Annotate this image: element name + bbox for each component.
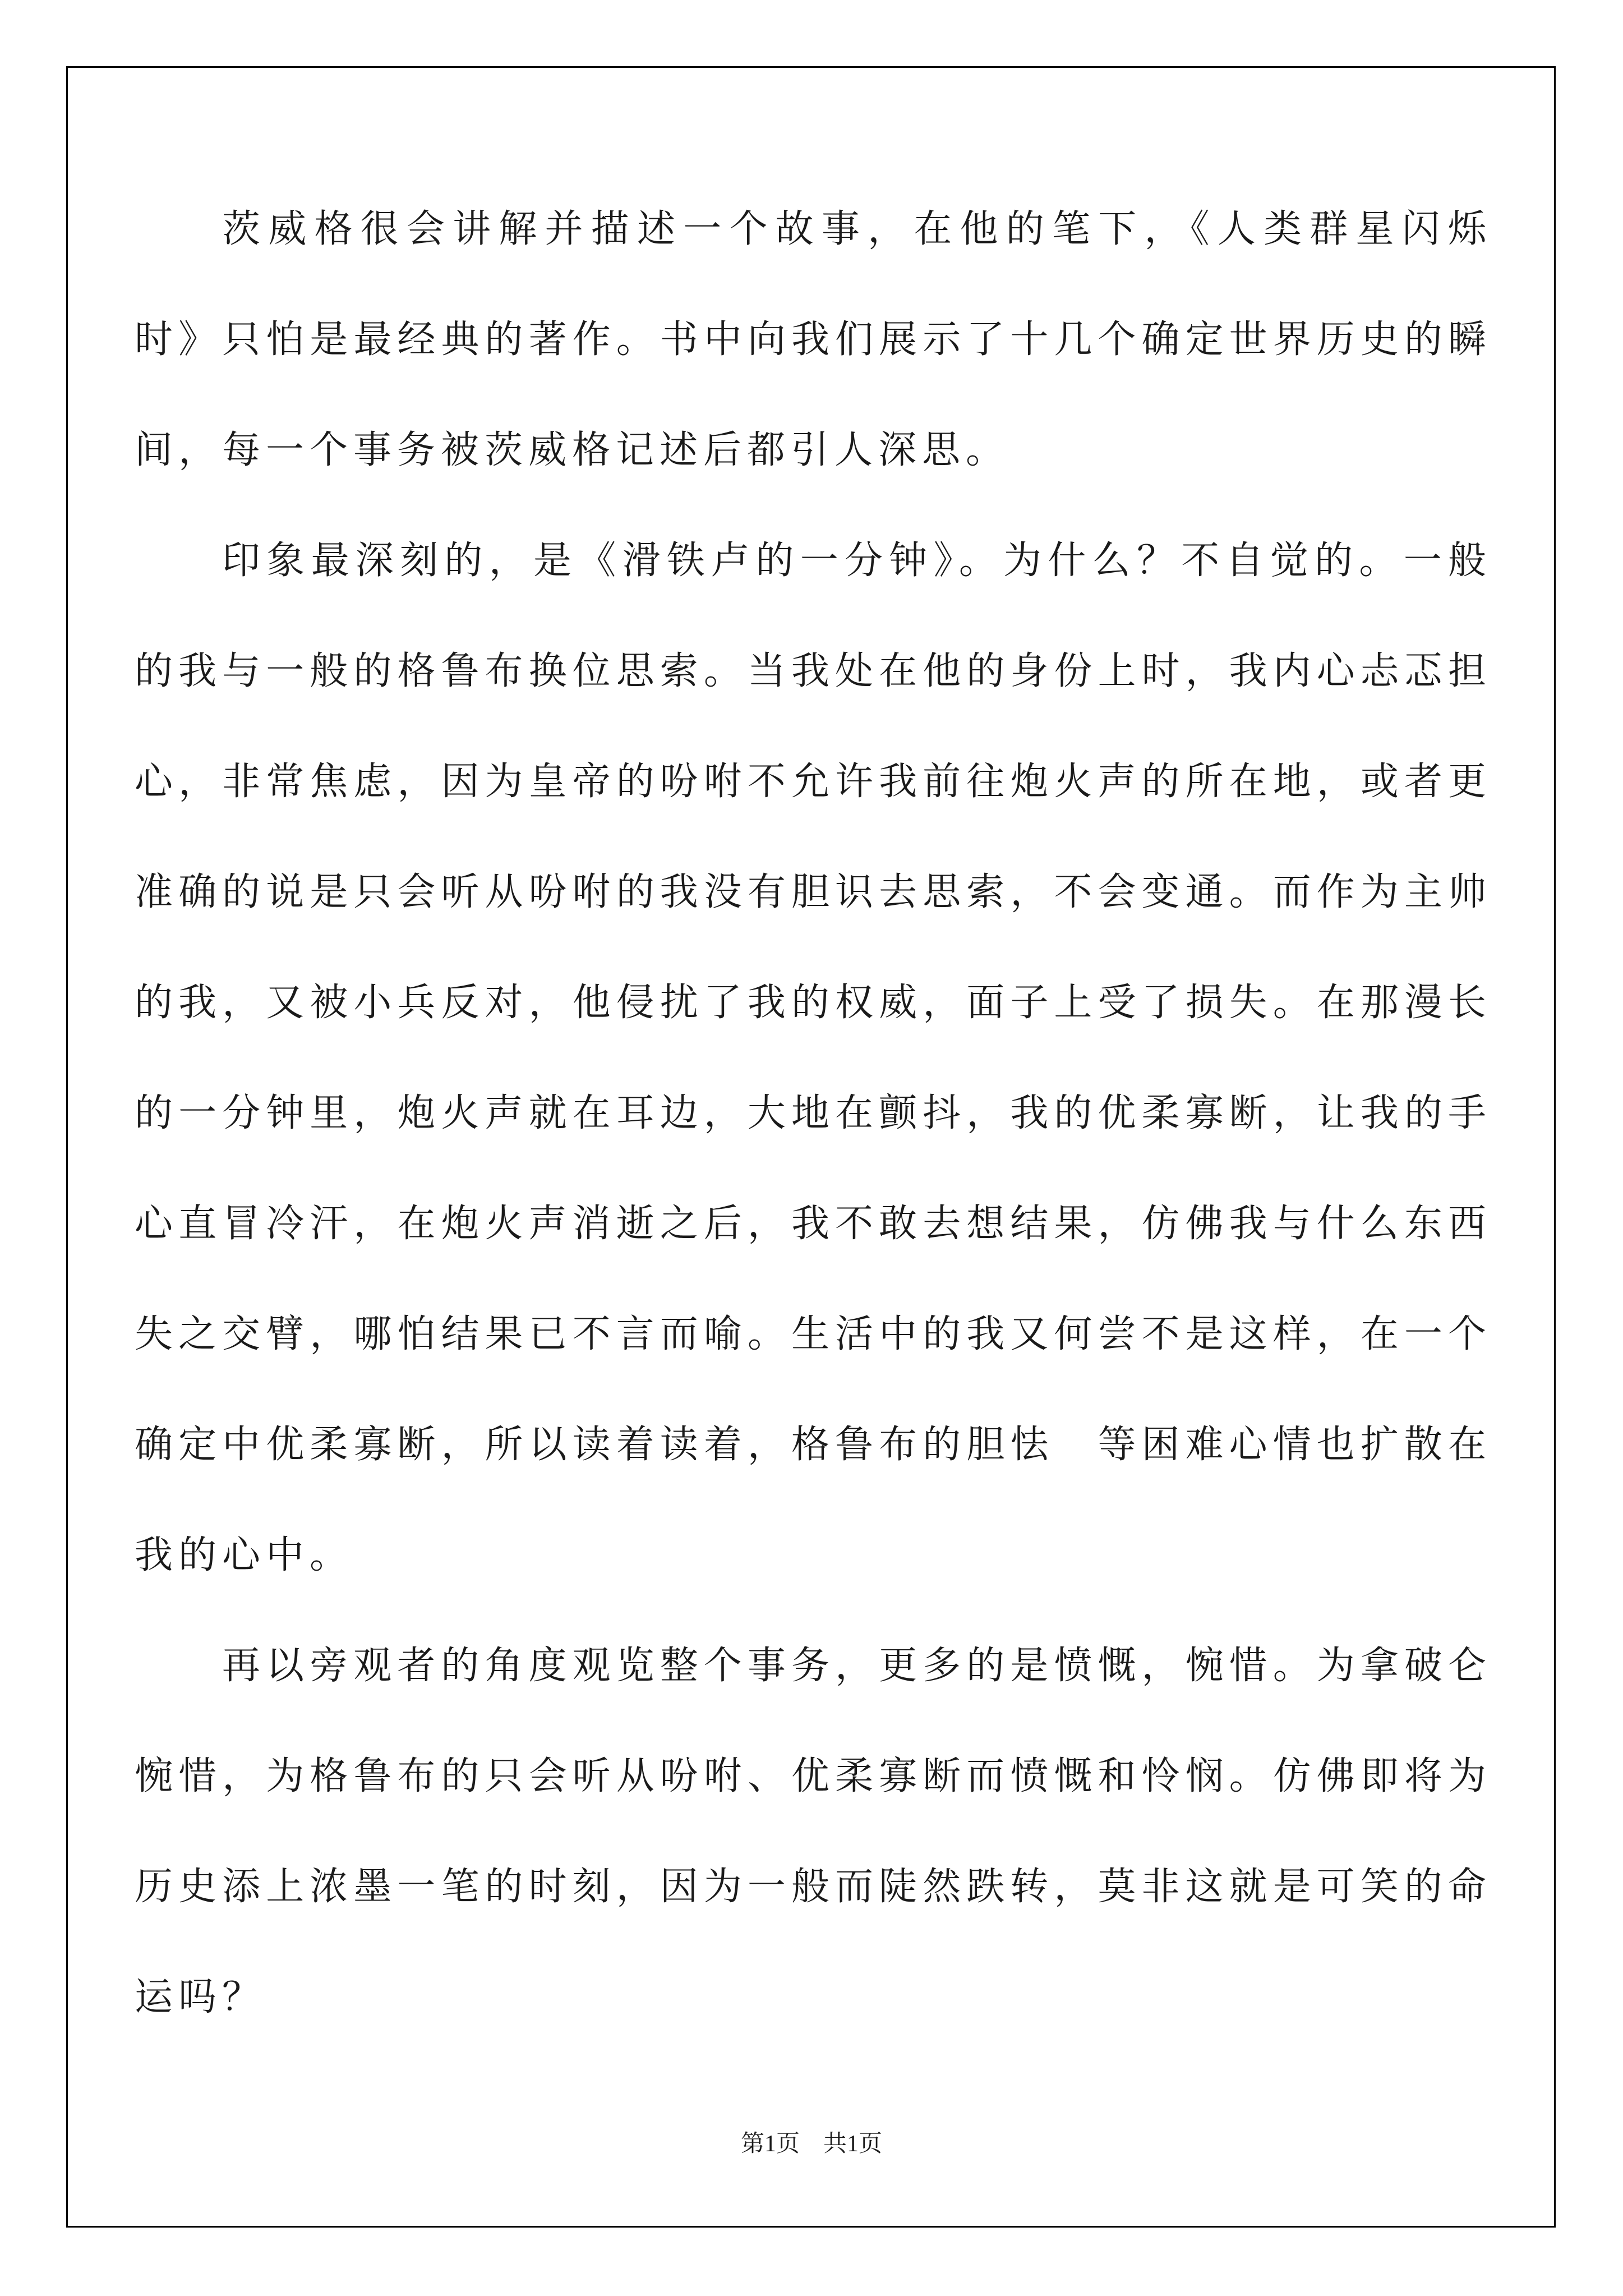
paragraph-1: 茨威格很会讲解并描述一个故事，在他的笔下，《人类群星闪烁时》只怕是最经典的著作。书中向我们展示了十几个确定世界历史的瞬间，每一个事务被茨威格记述后都引人深思。	[135, 207, 1492, 472]
paragraph-3: 再以旁观者的角度观览整个事务，更多的是愤慨，惋惜。为拿破仑惋惜，为格鲁布的只会听从吩咐、优柔寡断而愤慨和怜悯。仿佛即将为历史添上浓墨一笔的时刻，因为一般而陡然跌转，莫非这就是可笑的命运吗？	[135, 1644, 1492, 2019]
document-body	[135, 174, 1492, 2053]
paragraph-2: 印象最深刻的，是《滑铁卢的一分钟》。为什么？不自觉的。一般的我与一般的格鲁布换位思索。当我处在他的身份上时，我内心忐忑担心，非常焦虑，因为皇帝的吩咐不允许我前往炮火声的所在地，或者更准确的说是只会听从吩咐的我没有胆识去思索，不会变通。而作为主帅的我，又被小兵反对，他侵扰了我的权威，面子上受了损失。在那漫长的一分钟里，炮火声就在耳边，大地在颤抖，我的优柔寡断，让我的手心直冒冷汗，在炮火声消逝之后，我不敢去想结果，仿佛我与什么东西失之交臂，哪怕结果已不言而喻。生活中的我又何尝不是这样，在一个确定中优柔寡断，所以读着读着，格鲁布的胆怯 等困难心情也扩散在我的心中。	[135, 539, 1492, 1577]
page-footer: 第1页 共1页	[740, 2131, 882, 2157]
